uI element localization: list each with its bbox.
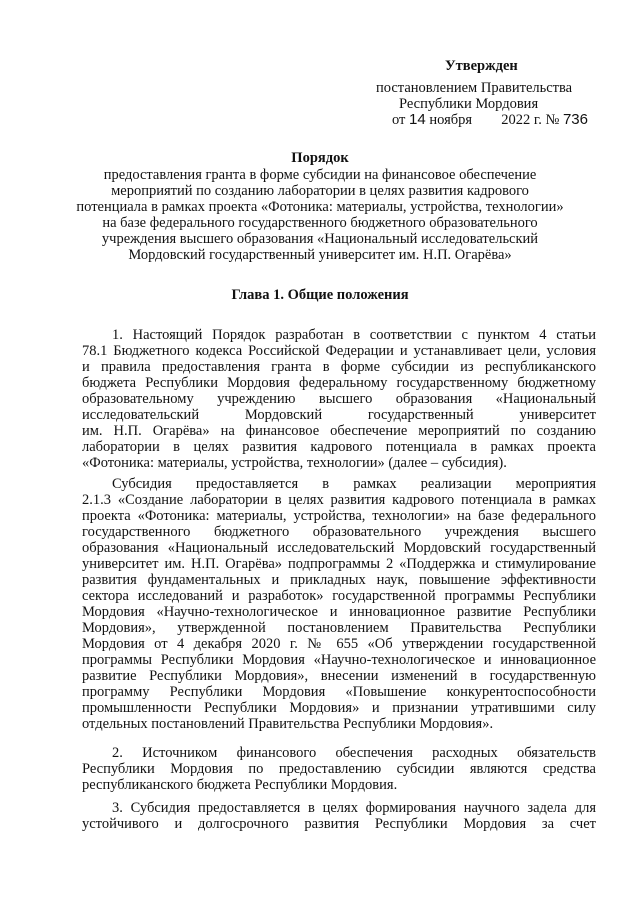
body-line: государственного бюджетного образовательного учреждения высшего [82, 524, 596, 540]
subtitle-line: Мордовский государственный университет им. Н.П. Огарёва» [128, 247, 512, 263]
body-line: 2.1.3 «Создание лаборатории в целях развития кадрового потенциала в рамках [82, 492, 596, 508]
approval-title: Утвержден [445, 58, 518, 74]
body-line: программы Республики Мордовия «Научно-технологическое и инновационное [82, 652, 596, 668]
decree-number: 736 [562, 111, 588, 128]
subtitle-line: учреждения высшего образования «Национальный исследовательский [101, 231, 539, 247]
body-line: проекта «Фотоника: материалы, устройства, технологии» на базе федерального [82, 508, 596, 524]
body-line: промышленности Республики Мордовия» и признании утратившими силу [82, 700, 596, 716]
document-title: Порядок [291, 150, 349, 166]
date-day: 14 [409, 111, 426, 128]
subtitle-line: потенциала в рамках проекта «Фотоника: материалы, устройства, технологии» [76, 199, 564, 215]
subtitle-line: на базе федерального государственного бюджетного образовательного [102, 215, 538, 231]
date-month: ноября [429, 112, 473, 128]
body-line: Мордовия», утвержденной постановлением Правительства Республики [82, 620, 596, 636]
body-line: исследовательский Мордовский государственный университет [82, 407, 596, 423]
date-prefix: от [392, 112, 406, 128]
body-line: программу Республики Мордовия «Повышение конкурентоспособности [82, 684, 596, 700]
subtitle-line: предоставления гранта в форме субсидии на финансовое обеспечение [103, 167, 537, 183]
chapter-heading: Глава 1. Общие положения [231, 287, 409, 303]
body-line: Республики Мордовия по предоставлению субсидии являются средства [82, 761, 596, 777]
body-line: университет им. Н.П. Огарёва» подпрограммы 2 «Поддержка и стимулирование [82, 556, 596, 572]
body-line: образовательному учреждению высшего образования «Национальный [82, 391, 596, 407]
body-line: отдельных постановлений Правительства Республики Мордовия». [82, 716, 494, 732]
body-line: «Фотоника: материалы, устройства, технологии» (далее – субсидия). [82, 455, 507, 471]
subtitle-line: мероприятий по созданию лаборатории в целях развития кадрового [111, 183, 529, 199]
body-line: развития фундаментальных и прикладных наук, повышение эффективности [82, 572, 596, 588]
body-line: образования «Национальный исследовательский Мордовский государственный [82, 540, 596, 556]
body-line: 3. Субсидия предоставляется в целях формирования научного задела для [112, 800, 596, 816]
body-line: сектора исследований и разработок» государственной программы Республики [82, 588, 596, 604]
body-line: Мордовия «Научно-технологическое и инновационное развитие Республики [82, 604, 596, 620]
approval-line-2: Республики Мордовия [399, 96, 539, 112]
body-line: бюджета Республики Мордовия федеральному государственному бюджетному [82, 375, 596, 391]
body-line: республиканского бюджета Республики Мордовия. [82, 777, 398, 793]
body-line: устойчивого и долгосрочного развития Республики Мордовия за счет [82, 816, 596, 832]
body-line: 78.1 Бюджетного кодекса Российской Федерации и устанавливает цели, условия [82, 343, 596, 359]
date-year: 2022 г. № [501, 112, 560, 128]
approval-line-1: постановлением Правительства [376, 80, 573, 96]
approval-date-line [392, 112, 588, 128]
body-line: лаборатории в целях развития кадрового потенциала в рамках проекта [82, 439, 596, 455]
body-line: и правила предоставления гранта в форме субсидии из республиканского [82, 359, 596, 375]
body-line: Мордовия от 4 декабря 2020 г. № 655 «Об утверждении государственной [82, 636, 596, 652]
body-line: 1. Настоящий Порядок разработан в соответствии с пунктом 4 статьи [112, 327, 596, 343]
body-line: им. Н.П. Огарёва» на финансовое обеспечение мероприятий по созданию [82, 423, 596, 439]
body-line: развитие Республики Мордовия», внесении изменений в государственную [82, 668, 596, 684]
body-line: 2. Источником финансового обеспечения расходных обязательств [112, 745, 596, 761]
body-line: Субсидия предоставляется в рамках реализации мероприятия [112, 476, 596, 492]
